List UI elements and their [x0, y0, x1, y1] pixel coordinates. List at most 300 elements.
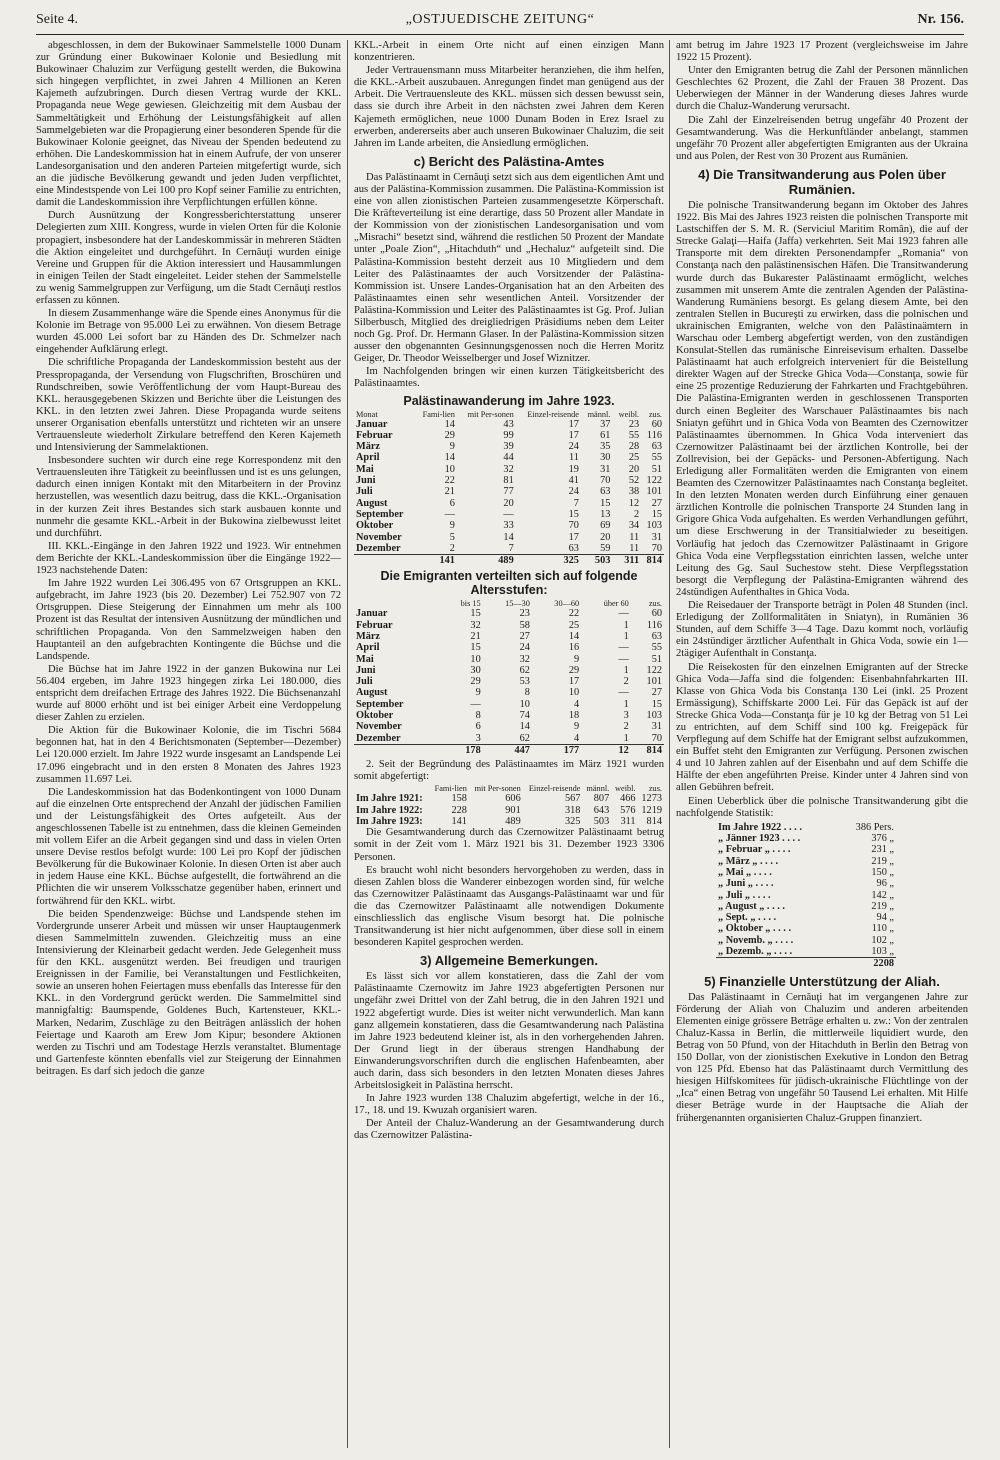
stat-value: 386 Pers.: [855, 821, 894, 833]
table-cell: 19: [568, 463, 579, 475]
table-cell: Februar: [356, 429, 393, 441]
column-header: zus.: [648, 409, 662, 419]
table-row: [716, 935, 896, 946]
table-title: Palästinawanderung im Jahre 1923.: [403, 393, 615, 408]
table-cell: —: [618, 642, 629, 654]
table-cell: 11: [569, 452, 579, 464]
table-cell: Mai: [356, 653, 374, 665]
stat-total: 2208: [837, 958, 896, 970]
stat-value: 150 „: [871, 866, 894, 878]
table-cell: 60: [651, 418, 662, 430]
table-cell: 1: [623, 664, 629, 676]
table-cell: 10: [519, 698, 530, 710]
paragraph: Insbesondere suchten wir durch eine rege Korrespondenz mit den Vertrauensleuten ihre Tätigkeit zu beeinflussen und ist es uns gelungen, dadurch einen innigen Kontakt mit den Mitarbeitern in der Provinz herzustellen, was wesentlich dazu beitrug, dass die KKL.-Organisation in der kurzen Zeit ihres Bestandes sich stark ausbauen konnte und nunmehr die gesamte KKL.-Arbeit in der Bukowina zielbewusst leitet und durchführt.: [36, 455, 341, 539]
table-cell: 32: [470, 619, 481, 631]
table-cell: Oktober: [356, 520, 394, 532]
table-row: [354, 520, 664, 531]
table-cell: 5: [449, 531, 455, 543]
table-cell: 70: [651, 542, 662, 554]
table-cell: 228: [451, 804, 467, 816]
table-row: [716, 901, 896, 912]
table-row: [716, 833, 896, 844]
table-cell: 81: [503, 475, 514, 487]
column-header: mit Per-sonen: [467, 409, 514, 419]
table-cell: 7: [573, 497, 579, 509]
column-header: Einzel-reisende: [528, 784, 581, 794]
table-cell: 10: [470, 653, 481, 665]
table-cell: 29: [470, 676, 481, 688]
table-cell: Oktober: [356, 710, 394, 722]
table-cell: 51: [651, 653, 662, 665]
table-cell: Dezember: [356, 542, 401, 554]
table-cell: 20: [600, 531, 611, 543]
table-cell: 55: [628, 429, 640, 441]
table-row: [354, 710, 664, 721]
table-cell: —: [618, 653, 629, 665]
table-cell: Februar: [356, 619, 393, 631]
table-cell: 41: [568, 475, 579, 487]
table-row: [354, 699, 664, 710]
table-cell: 643: [593, 804, 610, 816]
table-cell: 63: [568, 542, 579, 554]
total-row: [716, 958, 896, 970]
paragraph: Die beiden Spendenzweige: Büchse und Landspende stehen im Vordergrunde unserer Arbeit und müssen wir unser Hauptaugenmerk diesen Sammelmitteln zuwenden. Gleichzeitig muss an eine Intensivierung der Kleinarbeit gedacht werden. Jede Gelegenheit muss für den KKL. ausgenützt werden. Bei freudigen und traurigen Ereignissen in der Familie, bei Veranstaltungen und Festlichkeiten, sowie an unseren hohen Feiertagen muss ebenfalls das Interesse für den KKL. in den Vordergrund gerückt werden. Die Sammelmittel sind mannigfaltig: Baumspende, Goldenes Buch, Kartensteuer, KKL.-Marken, Nedarim, Zuschläge zu den Beiträgen anlässlich der hohen Feiertage und Kaaroth am Erew Jom Kipur; besondere Aktionen werden zu Tischri und am Todestage Herzls veranstaltet. Blumentage und Gartenfeste könnten ebenfalls viel zur Steigerung der Einnahmen beitragen. Es darf sich jedoch die ganze: [36, 908, 341, 1077]
paragraph: Das Palästinaamt in Cernăuţi setzt sich aus dem eigentlichen Amt und aus der Palästina-Kommission zusammen. Die Palästina-Kommission ist eine von allen zionistischen Parteien zusammengesetzte Körperschaft. Die Kräfteverteilung ist eine derartige, dass 50 Prozent aller Mandate in der Kommission von der zionistischen Landesorganisation und vom „Misrachi“ besetzt sind, während die restlichen 50 Prozent der Mandate unter „Poale Zion“, „Hitachduth“ und „Hechaluz“ aufgeteilt sind. Die Palästina-Kommission besteht derzeit aus 10 Mitgliedern und dem Leiter des Palästinaamtes der auch Vorsitzender der Palästina-Kommission ist. Unsere Landes-Organisation hat an den Arbeiten des Palästinaamtes einen sehr wesentlichen Anteil. Vorsitzender der Palästina-Kommission und Leiter des Palästinaamtes ist Gg. Prof. Julian Silberbusch, Mitglied des dreigliedrigen Präsidiums neben dem Leiter noch Gg. Prof. Dr. Hermann Glaser. In der Palästina-Kommission sitzen ausser den obgenannten Gesinnungsgenossen noch die Herren Moritz Geiger, Dr. Theodor Weisselberger und Josef Wiznitzer.: [354, 171, 664, 365]
table-cell: —: [444, 508, 455, 520]
table-cell: 61: [600, 429, 611, 441]
table-cell: 606: [505, 793, 521, 805]
table-row: [354, 464, 664, 475]
paragraph: Es lässt sich vor allem konstatieren, dass die Zahl der vom Palästinaamte Czernowitz im Jahre 1923 abgefertigten Personen nur ungefähr zwei Drittel von der Zahl betrug, die in den Jahren 1921 und 1922 abgefertigt wurde. Dies ist weiter nicht verwunderlich. Man kann ganz allgemein konstatieren, dass die Gesamtwanderung nach Palästina im Jahre 1923 bedeutend kleiner ist, als in den vorhergehenden Jahren. Der Grund liegt in der überaus strengen Handhabung der Einwanderungsvorschriften durch die englischen Hafenbeamten, aber auch darin, dass sich besonders in den letzten Monaten dieses Jahres Arbeitslosigkeit in Palästina herrscht.: [354, 971, 664, 1092]
table-cell: 6: [449, 497, 455, 509]
table-cell: 325: [564, 816, 581, 828]
paragraph: Im Jahre 1922 wurden Lei 306.495 von 67 Ortsgruppen an KKL. aufgebracht, im Jahre 1923 (bis 20. Dezember) Lei 752.907 von 72 Ortsgruppen. Diese Steigerung der Einnahmen um mehr als 100 Prozent ist das Resultat der intensiven Ausnützung der mündlichen und schriftlichen Propaganda. Von den Sammelzweigen haben den Hauptanteil an den aufgebrachten Kontingente die Büchse und die Landspende.: [36, 578, 341, 662]
paragraph: amt betrug im Jahre 1923 17 Prozent (vergleichsweise im Jahre 1922 15 Prozent).: [676, 40, 968, 64]
paragraph: Die schriftliche Propaganda der Landeskommission besteht aus der Presspropaganda, der Versendung von Flugschriften, Broschüren und Rundschreiben, sowie Veröffentlichung der vom Haupt-Bureau des KKL. herausgegebenen Skizzen und Berichte über die Leistungen des KKL. in den letzten zwei Jahren. Diese Propaganda wurde seitens unserer Organisation ebenfalls unterstützt und richteten wir an unsere Vertrauensleute wiederholt Zirkulare betreffend den Keren Kajemeth und Intensivierung der Sammelaktionen.: [36, 357, 341, 454]
stat-label: „ Dezemb. „ . . . .: [718, 945, 793, 957]
table-cell: September: [356, 508, 404, 520]
table-row: [716, 890, 896, 901]
table-cell: August: [356, 497, 388, 509]
table-row: [354, 498, 664, 509]
table-row: [354, 816, 664, 827]
stat-value: 142 „: [871, 889, 894, 901]
table-cell: 32: [503, 463, 514, 475]
column-1: [36, 40, 341, 1452]
table-cell: 55: [651, 452, 662, 464]
table-cell: 15: [600, 497, 611, 509]
table-cell: 18: [568, 710, 580, 722]
table-cell: 567: [564, 793, 581, 805]
table-cell: [716, 958, 837, 970]
table-cell: 43: [503, 418, 514, 430]
table-cell: 16: [568, 642, 580, 654]
column-header: bis 15: [460, 599, 481, 609]
table-cell: 63: [651, 630, 662, 642]
table-cell: 158: [451, 793, 467, 805]
table-cell: 13: [600, 508, 611, 520]
table-cell: 60: [651, 608, 662, 620]
table-cell: 34: [628, 520, 640, 532]
table-cell: Im Jahre 1921:: [356, 793, 423, 805]
table-cell: 116: [646, 619, 662, 631]
table-cell: 22: [568, 608, 580, 620]
column-header: über 60: [603, 599, 629, 609]
table-cell: 30: [470, 664, 481, 676]
stat-value: 376 „: [871, 833, 894, 845]
table-cell: 17: [568, 429, 579, 441]
table-row: [354, 654, 664, 665]
total-cell: 814: [631, 744, 664, 756]
table-cell: 30: [600, 452, 611, 464]
table-cell: 3: [623, 710, 629, 722]
table-row: [354, 509, 664, 520]
total-cell: 12: [581, 744, 631, 756]
paragraph: Die Büchse hat im Jahre 1922 in der ganzen Bukowina nur Lei 56.404 ergeben, im Jahre 1923 hingegen zirka Lei 180.000, dies entspricht dem dreifachen Ertrage des Jahres 1922. Die Büchsenanzahl wurde auf 8000 erhöht und ist bei einiger Arbeit eine Verdoppelung dieser Zahlen zu erzielen.: [36, 663, 341, 724]
total-cell: 489: [457, 555, 516, 567]
table-cell: 62: [519, 664, 530, 676]
table-row: [354, 543, 664, 555]
table-cell: 576: [620, 804, 636, 816]
table-cell: 116: [646, 429, 662, 441]
table-cell: 17: [568, 676, 580, 688]
table-cell: 122: [646, 475, 662, 487]
column-header: Fami-lien: [422, 409, 455, 419]
total-row: [354, 744, 664, 756]
table-cell: 20: [628, 463, 640, 475]
table-cell: 25: [628, 452, 640, 464]
column-header: Monat: [356, 409, 378, 419]
paragraph: In Jahre 1923 wurden 138 Chaluzim abgefertigt, welche in der 16., 17., 18. und 19. Kwuzah organisiert waren.: [354, 1093, 664, 1117]
stat-label: „ Februar „ . . . .: [718, 844, 791, 856]
newspaper-title: „OSTJUEDISCHE ZEITUNG“: [405, 12, 595, 27]
column-header: zus.: [648, 784, 662, 794]
table-row: [716, 822, 896, 833]
table-cell: 15: [470, 642, 481, 654]
table-cell: 8: [475, 710, 481, 722]
table-cell: 7: [508, 542, 514, 554]
column-header: [354, 599, 442, 608]
paragraph: KKL.-Arbeit in einem Orte nicht auf einen einzigen Mann konzentrieren.: [354, 40, 664, 64]
table-cell: 21: [470, 630, 481, 642]
table-cell: 17: [568, 531, 579, 543]
table-cell: 55: [651, 642, 662, 654]
table-cell: 489: [505, 816, 521, 828]
table-row: [354, 486, 664, 497]
table-row: [354, 642, 664, 653]
table-cell: 15: [568, 508, 579, 520]
section-heading: c) Bericht des Palästina-Amtes: [413, 153, 605, 169]
table-row: [354, 430, 664, 441]
table-cell: 1: [623, 732, 629, 744]
table-cell: 31: [651, 531, 662, 543]
transit-statistics: [716, 822, 896, 970]
table-cell: 99: [503, 429, 514, 441]
table-cell: —: [618, 687, 629, 699]
stat-value: 102 „: [871, 934, 894, 946]
table-row: [716, 923, 896, 934]
table-row: [354, 475, 664, 486]
table-cell: 23: [519, 608, 530, 620]
table-cell: 2: [623, 721, 629, 733]
section-heading: 3) Allgemeine Bemerkungen.: [420, 953, 598, 969]
section-heading: 4) Die Transitwanderung aus Polen über Rumänien.: [698, 166, 946, 197]
column-3: [676, 40, 968, 1452]
table-cell: November: [356, 531, 402, 543]
total-cell: [354, 555, 414, 567]
table-cell: 101: [646, 676, 662, 688]
paragraph: Durch Ausnützung der Kongressberichterstattung unserer Delegierten zum XIII. Kongress, wurde in vielen Orten für die Kolonie propagiert, insbesondere hat der Landeskommissär in mehreren Städten die Aktion eingeleitet und durchgeführt. In Cernăuţi wurden einige Vereine und Gruppen für die Aktion interessiert und Hausammlungen in einigen Teilen der Stadt eingeleitet. Leider stehen der Sammelstelle zu wenig Sammelgruppen zur Verfügung, um die Stadt Cernăuţi restlos erfassen zu können.: [36, 210, 341, 306]
paragraph: Die polnische Transitwanderung begann im Oktober des Jahres 1922. Bis Mai des Jahres 1923 reisten die polnischen Transporte mit Lastschiffen der S. M. R. (Serviciul Maritim Român), die auf der Strecke Galaţi—Haifa (Jaffa) verkehrten. Seit Mai 1923 fahren alle Transporte mit dem direkten Personendampfer „Romania“ von Constanţa nach den palästinensischen Häfen. Die Transitwanderung wurde durch das Bukarester Palästinaamt ermöglicht, welches zusammen mit unserem Amte die zentralen Agenden der Palästina-Wanderung Rumäniens besorgt. Es gelang diesem Amte, bei den zentralen Stellen in Bucureşti zu erwirken, dass die polnischen und ukrainischen Emigranten, welche von den Palästinaämtern in Warschau oder Lemberg abgefertigt werden, von den zuständigen Konsulat-Stellen das rumänische Einreisevisum erhalten. Dasselbe Palästinaamt hat auch erfolgreich interveniert für die Beistellung direkter Wagen auf der Strecke Ghica Voda—Constanţa, sowie für eine 25 prozentige Reduzierung der Fahrkarten und Frachtgebühren. Die Palästina-Emigranten werden in geschlossenen Transporten durch einen Begleiter des Warschauer Palästinaamtes bis nach Sniatyn geführt und in Ghica Voda von Beamten des Czernowitzer Palästinaamtes übernommen. In Ghica Voda interveniert das Czernowitzer Palästinaamt bei der ärztlichen Kontrolle, bei der Zollrevision, bei der Gepäcks- und Personen-Abfertigung. Nach Erledigung aller Formalitäten werden die Emigranten von einem Beamten des Czernowitzer Palästinaamtes nach Constanţa begleitet. In den letzten Monaten werden durch Einführung einer genauen ärztlichen Kontrolle die polnischen Transporte 24 Stunden lang in Grigore Ghica Voda aufgehalten. Es werden Verhandlungen geführt, um diese Erschwerung in der Transitialwieder zu beseitigen. Vorläufig hat jedoch das Czernowitzer Palästinaamt in Grigore Ghica Voda eine Verpflegsstation einrichten lassen, welche unter Leitung des Gg. Saul Suchestow steht. Diese Verpflegsstation besorgt die Verpflegung der Palästina-Emigranten während des 24stündigen Aufenthaltes in Ghica Voda.: [676, 199, 968, 598]
table-cell: Im Jahre 1922:: [356, 804, 423, 816]
total-cell: 503: [581, 555, 612, 567]
table-row: [354, 665, 664, 676]
table-cell: 14: [444, 452, 455, 464]
table-cell: 15: [470, 608, 481, 620]
stat-value: 110 „: [871, 923, 894, 935]
table-cell: August: [356, 687, 388, 699]
total-cell: 325: [516, 555, 581, 567]
column-header: zus.: [648, 599, 662, 609]
table-cell: 37: [600, 418, 611, 430]
table-cell: Juni: [356, 664, 376, 676]
table-cell: 2: [623, 676, 629, 688]
table-row: [354, 793, 664, 804]
column-header: Fami-lien: [434, 784, 467, 794]
table-cell: 1: [623, 698, 629, 710]
table-row: [354, 687, 664, 698]
table-cell: 51: [651, 463, 662, 475]
table-cell: 59: [600, 542, 611, 554]
stat-value: 219 „: [871, 900, 894, 912]
table-cell: 9: [449, 520, 455, 532]
yearly-table: [354, 784, 664, 827]
table-cell: Juli: [356, 676, 373, 688]
table-cell: 70: [600, 475, 611, 487]
table-row: [716, 856, 896, 867]
table-cell: November: [356, 721, 402, 733]
column-header: Einzel-reisende: [527, 409, 579, 419]
table-cell: 318: [564, 804, 581, 816]
table-cell: 2: [449, 542, 455, 554]
table-cell: 814: [646, 816, 662, 828]
stat-label: „ Mai „ . . . .: [718, 866, 772, 878]
table-cell: —: [470, 698, 481, 710]
total-cell: 178: [442, 744, 483, 756]
table-cell: 1273: [641, 793, 662, 805]
page-number: Seite 4.: [36, 12, 78, 27]
table-row: [354, 631, 664, 642]
table-cell: 22: [444, 475, 455, 487]
stat-value: 94 „: [876, 912, 894, 924]
table-cell: 24: [568, 441, 579, 453]
paragraph: Die Zahl der Einzelreisenden betrug ungefähr 40 Prozent der Gesamtwanderung. Was die Herkunftländer anbelangt, stammen ungefähr 70 Prozent aller abgefertigten Emigranten aus der Ukraina und aus Polen, der Rest von 30 Prozent aus Rumänien.: [676, 114, 968, 162]
table-cell: 103: [646, 710, 662, 722]
table-cell: April: [356, 452, 380, 464]
table-cell: 503: [593, 816, 610, 828]
column-header: weibl.: [618, 409, 640, 419]
table-cell: —: [618, 608, 629, 620]
stat-label: „ März „ . . . .: [718, 855, 779, 867]
table-cell: Januar: [356, 608, 388, 620]
stat-value: 231 „: [871, 844, 894, 856]
header-rule: [36, 34, 964, 35]
table-cell: 35: [600, 441, 611, 453]
total-cell: [354, 744, 442, 756]
table-cell: März: [356, 441, 381, 453]
table-cell: Im Jahre 1923:: [356, 816, 423, 828]
table-row: [354, 733, 664, 745]
table-cell: 10: [444, 463, 455, 475]
table-cell: 33: [503, 520, 514, 532]
table-cell: 27: [651, 687, 662, 699]
table-cell: September: [356, 698, 404, 710]
table-cell: 122: [646, 664, 662, 676]
paragraph: III. KKL.-Eingänge in den Jahren 1922 und 1923. Wir entnehmen dem Berichte der KKL.-Landeskommission über die Eingänge 1922—1923 nachstehende Daten:: [36, 540, 341, 577]
table-cell: 70: [568, 520, 579, 532]
column-header: [354, 784, 430, 793]
table-cell: 101: [646, 486, 662, 498]
stat-value: 219 „: [871, 855, 894, 867]
column-header: männl.: [586, 784, 610, 794]
table-cell: 39: [503, 441, 514, 453]
page-header: [36, 10, 964, 32]
table-cell: 29: [568, 664, 580, 676]
table-cell: 4: [574, 698, 580, 710]
paragraph: Die Gesamtwanderung durch das Czernowitzer Palästinaamt betrug somit in der Zeit vom 1. März 1921 bis 31. Dezember 1923 3306 Personen.: [354, 827, 664, 863]
stat-label: „ Juni „ . . . .: [718, 878, 774, 890]
column-divider: [669, 40, 670, 1448]
stat-label: „ Sept. „ . . . .: [718, 912, 777, 924]
table-cell: 807: [593, 793, 610, 805]
table-row: [716, 946, 896, 958]
total-cell: 814: [641, 555, 664, 567]
total-row: [354, 555, 664, 567]
table-cell: Dezember: [356, 732, 401, 744]
paragraph: Einen Ueberblick über die polnische Transitwanderung gibt die nachfolgende Statistik:: [676, 795, 968, 819]
column-header: 15—30: [505, 599, 530, 609]
table-row: [354, 805, 664, 816]
paragraph: Das Palästinaamt in Cernăuţi hat im vergangenen Jahre zur Förderung der Aliah von Chaluzim und anderen arbeitenden Elementen einige grössere Beträge erhalten u. zw.: Von der zentralen Chaluz-Kassa in Berlin, die mittlerweile liquidiert wurde, den Betrag von 50 Pfund, von der Hitachduth in Berlin den Betrag von 150 Dollar, von der zionistischen Exekutive in London den Betrag von 125 Pfd. Ebenso hat das Palästinaamt durch Vermittlung des hiesigen Hilfskomitees für jüdisch-ukrainische Flüchtlinge von der „Ica“ einen Betrag von ungefähr 50 Tausend Lei erhalten. Mit Hilfe dieser Beträge wurde in der Hauptsache die Aliah der frühergenannten organisierten Chaluz-Gruppen finanziert.: [676, 991, 968, 1124]
column-header: 30—60: [554, 599, 580, 609]
paragraph: Die Aktion für die Bukowinaer Kolonie, die im Tischri 5684 begonnen hat, hat in den 4 Berichtsmonaten (September—Dezember) Lei 120.000 erzielt. Im Jahre 1922 wurde insgesamt an Landspende Lei 17.096 eingebracht und in den ersten 8 Monaten des Jahres 1923 zusammen 11.697 Lei.: [36, 725, 341, 785]
table-cell: 15: [651, 698, 662, 710]
table-row: [354, 532, 664, 543]
table-cell: 58: [519, 619, 530, 631]
table-cell: 63: [651, 441, 662, 453]
table-cell: 52: [628, 475, 640, 487]
table-cell: 11: [629, 542, 640, 554]
table-cell: Januar: [356, 418, 388, 430]
table-cell: 103: [646, 520, 662, 532]
stat-label: „ Jänner 1923 . . . .: [718, 833, 801, 845]
table-cell: 27: [651, 497, 662, 509]
table-cell: 17: [568, 418, 579, 430]
stat-label: „ August „ . . . .: [718, 900, 785, 912]
total-cell: 311: [612, 555, 641, 567]
table-cell: 24: [519, 642, 530, 654]
column-header: weibl.: [615, 784, 636, 794]
table-row: [716, 878, 896, 889]
column-divider: [347, 40, 348, 1448]
table-cell: 12: [628, 497, 640, 509]
table-cell: 141: [451, 816, 467, 828]
total-cell: 447: [483, 744, 532, 756]
table-cell: 1: [623, 619, 629, 631]
table-cell: 1: [623, 630, 629, 642]
column-header: mit Per-sonen: [474, 784, 521, 794]
table-cell: 3: [475, 732, 481, 744]
table-cell: 14: [519, 721, 530, 733]
table-row: [716, 844, 896, 855]
table-cell: 9: [574, 721, 580, 733]
table-cell: 24: [568, 486, 579, 498]
table-cell: 77: [503, 486, 514, 498]
table-cell: 31: [651, 721, 662, 733]
table-cell: April: [356, 642, 380, 654]
table-cell: 32: [519, 653, 530, 665]
paragraph: Die Landeskommission hat das Bodenkontingent von 1000 Dunam auf die einzelnen Orte entsprechend der Anzahl der jüdischen Familien und der Leistungsfähigkeit des Ortes aufgeteilt. Aus der angeschlossenen Tabelle ist zu entnehmen, dass die kleinen Gemeinden mit vollem Eifer an die Arbeit gegangen sind und dass in vielen Orten unsere Devise restlos befolgt wurde: 100 Lei pro Kopf der jüdischen Bevölkerung für die Bukowinaer Kolonie. In diesen Orten ist aber auch in jedem Hause eine KKL. Büchse aufgestellt, die fortwährend an die Pflichten die wir unserem Volksschatze gegenüber haben, erinnert und fortwährend für den KKL. wirbt.: [36, 786, 341, 907]
column-2: [354, 40, 664, 1452]
table-cell: 4: [574, 732, 580, 744]
table-cell: Juni: [356, 475, 376, 487]
table-row: [354, 452, 664, 463]
age-table: [354, 599, 664, 756]
table-cell: 1219: [641, 804, 662, 816]
table-cell: 9: [475, 687, 481, 699]
table-cell: 62: [519, 732, 530, 744]
table-cell: März: [356, 630, 381, 642]
stat-label: „ Oktober „ . . . .: [718, 923, 792, 935]
paragraph: Die Reisekosten für den einzelnen Emigranten auf der Strecke Ghica Voda—Jaffa sind die folgenden: Eisenbahnfahrkarten III. Klasse von Ghica Voda bis Constanţa 130 Lei (inkl. 25 Prozent Ermässigung), Schiffskarte 2000 Lei. Für das Gepäck ist auf der Strecke Ghica Voda—Constanţa für je 10 kg der Betrag von 51 Lei zu entrichten, auf dem Schiff sind 100 kg. Freigepäck für Verpflegung auf dem Schiffe hat der Emigrant selbst aufzukommen, ein Buffet steht den Emigranten zur Verfügung. Personen zwischen 4 und 10 Jahren zahlen auf der Eisenbahn und auf dem Schiffe die Hälfte der eben angeführten Preise. Kinder unter 4 Jahren sind von allen Gebühren befreit.: [676, 661, 968, 794]
table-cell: 25: [568, 619, 580, 631]
table-cell: 2: [633, 508, 640, 520]
paragraph: Unter den Emigranten betrug die Zahl der Personen männlichen Geschlechtes 62 Prozent, die Zahl der Frauen 38 Prozent. Das Ueberwiegen der Männer in der Wanderung dieses Jahres wurde durch die Chaluz-Wanderung verursacht.: [676, 65, 968, 113]
table-cell: 6: [475, 721, 481, 733]
stat-label: „ Novemb. „ . . . .: [718, 934, 794, 946]
total-cell: 141: [414, 555, 457, 567]
table-cell: 74: [519, 710, 530, 722]
table-row: [354, 419, 664, 430]
table-cell: 23: [628, 418, 640, 430]
table-cell: 70: [651, 732, 662, 744]
stat-label: Im Jahre 1922 . . . .: [718, 821, 802, 833]
stat-value: 96 „: [876, 878, 894, 890]
table-title: Die Emigranten verteilten sich auf folgende Altersstufen:: [380, 569, 638, 598]
section-heading: 5) Finanzielle Unterstützung der Aliah.: [704, 973, 940, 989]
table-cell: 14: [503, 531, 514, 543]
table-cell: 27: [519, 630, 530, 642]
table-cell: 466: [620, 793, 636, 805]
paragraph: Der Anteil der Chaluz-Wanderung an der Gesamtwanderung durch das Czernowitzer Palästina-: [354, 1118, 664, 1142]
table-row: [354, 620, 664, 631]
table-cell: 14: [444, 418, 455, 430]
table-row: [354, 721, 664, 732]
stat-value: 103 „: [871, 945, 894, 957]
paragraph: Es braucht wohl nicht besonders hervorgehoben zu werden, dass in diesen Zahlen bloss die Wanderer einbezogen worden sind, für welche das Czernowitzer Palästinaamt das Ausgangs-Palästinaamt war und für die das Czernowitzer Palästinaamt alle notwendigen Dokumente einschliesslich das englische Visum besorgt hat. Die polnische Transitwanderung ist hier nicht aufgenommen, über diese soll in einem besonderen Kapitel gesprochen werden.: [354, 864, 664, 949]
paragraph: Jeder Vertrauensmann muss Mitarbeiter heranziehen, die ihm helfen, die KKL.-Arbeit auszubauen. Anregungen findet man genügend aus der Arbeit. Die Vertrauensleute des KKL. müssen sich dessen bewusst sein, dass sie durch ihre Arbeit in den nächsten zwei Jahren dem Keren Kajemeth ermöglichen, neue 1000 Dunam Boden in Erez Israel zu erwerben, andererseits aber auch unseren Bukowinaer Chaluzim, die seit Jahren im Lande arbeiten, die Ansiedlung ermöglichen.: [354, 65, 664, 149]
table-cell: 53: [519, 676, 530, 688]
paragraph: Die Reisedauer der Transporte beträgt in Polen 48 Stunden (incl. Erledigung der Zollformalitäten in Sniatyn), in Rumänien 36 Stunden, auf dem Schiffe 3—4 Tage. Dazu kommt noch, vorläufig ein 24stündiger ärztlicher Aufenthalt in Ghica Voda, sowie ein 1—2tägiger Aufenthalt in Constanţa.: [676, 600, 968, 660]
table-cell: 8: [524, 687, 530, 699]
table-cell: 901: [505, 804, 521, 816]
table-cell: 69: [600, 520, 611, 532]
table-cell: 31: [600, 463, 611, 475]
column-header: männl.: [587, 409, 611, 419]
paragraph: Im Nachfolgenden bringen wir einen kurzen Tätigkeitsbericht des Palästinaamtes.: [354, 366, 664, 390]
issue-number: Nr. 156.: [917, 12, 964, 27]
table-row: [354, 441, 664, 452]
